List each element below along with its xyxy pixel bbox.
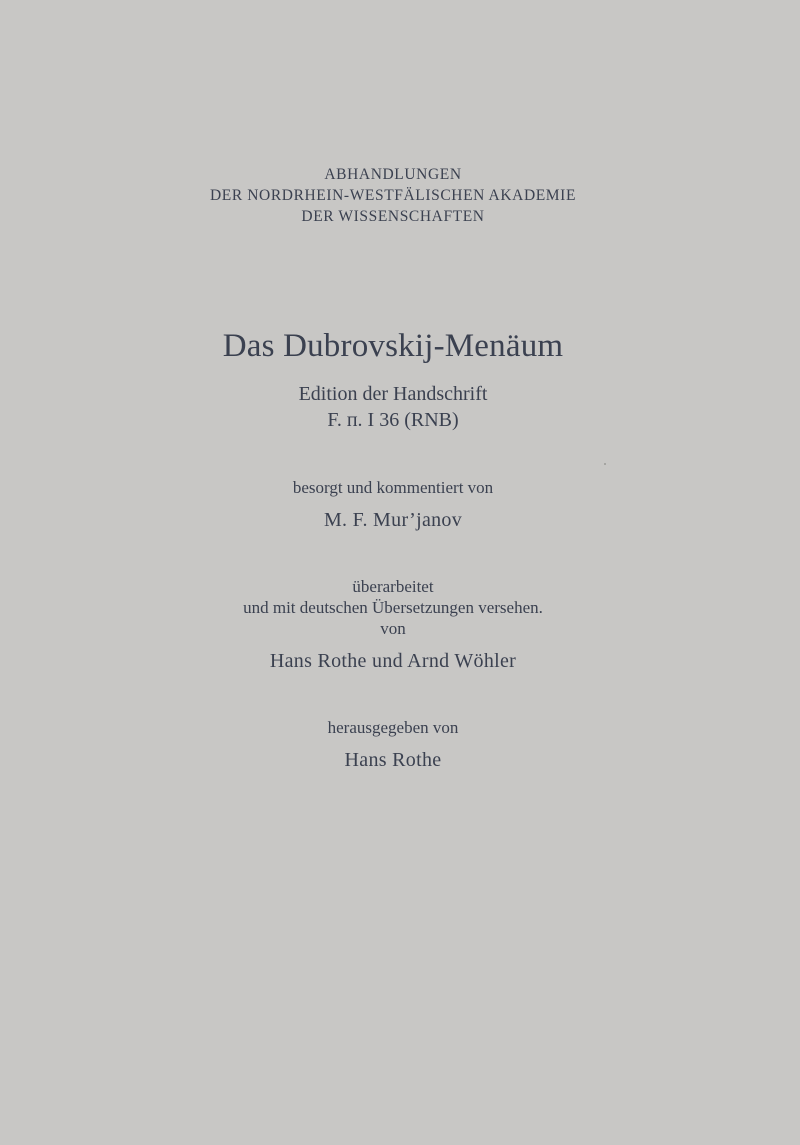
book-title: Das Dubrovskij-Menäum (222, 328, 564, 364)
publisher-credit-label: herausgegeben von (327, 718, 459, 737)
publisher-name: Hans Rothe (344, 749, 442, 771)
subtitle-line-2: F. п. I 36 (RNB) (327, 409, 459, 431)
revision-credit-line-1: überarbeitet (352, 577, 434, 596)
revision-credit-line-3: von (380, 619, 406, 638)
series-line-2: DER NORDRHEIN-WESTFÄLISCHEN AKADEMIE (209, 187, 577, 204)
editor-name: M. F. Mur’janov (323, 509, 463, 531)
series-line-1: ABHANDLUNGEN (324, 166, 462, 183)
revision-names: Hans Rothe und Arnd Wöhler (269, 650, 517, 672)
revision-credit-line-2: und mit deutschen Übersetzungen versehen. (243, 598, 543, 617)
subtitle-line-1: Edition der Handschrift (298, 383, 488, 405)
series-line-3: DER WISSENSCHAFTEN (301, 208, 485, 225)
editor-credit-label: besorgt und kommentiert von (292, 478, 494, 497)
paper-speck (604, 463, 606, 465)
